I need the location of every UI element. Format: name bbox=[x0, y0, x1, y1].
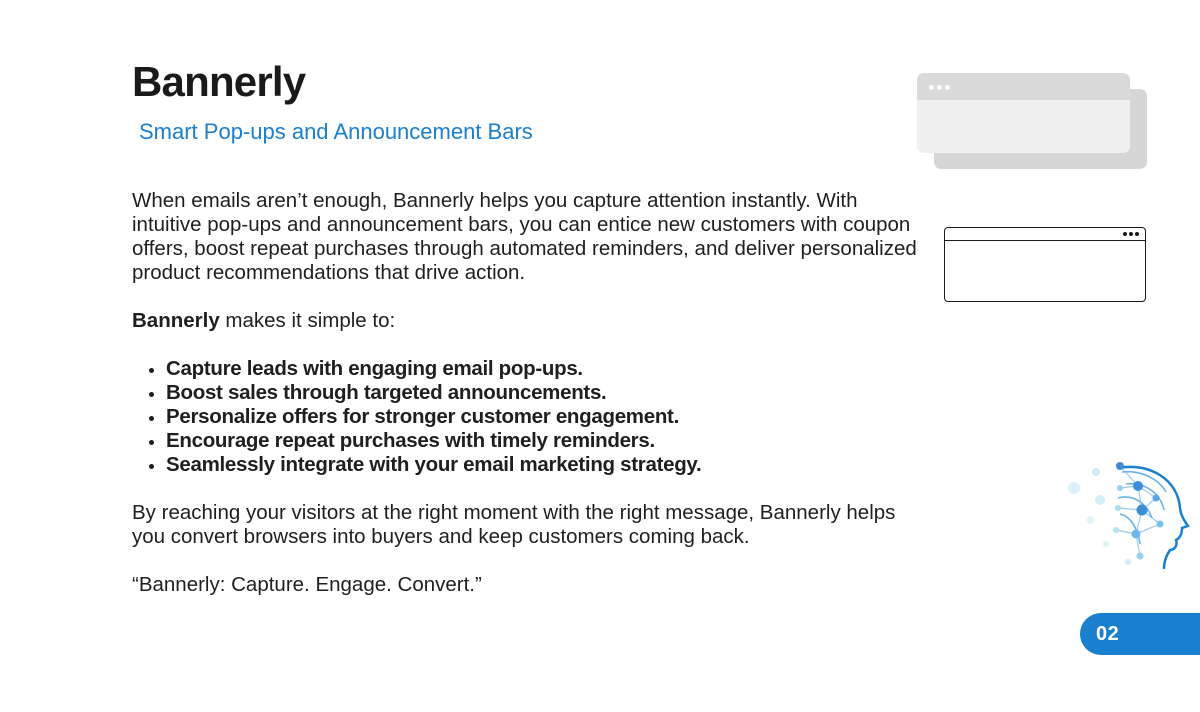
browser-window-icon bbox=[917, 73, 1130, 153]
browser-window-icon bbox=[944, 227, 1146, 302]
window-titlebar bbox=[945, 228, 1145, 241]
intro-paragraph: When emails aren’t enough, Bannerly helps you capture attention instantly. With intuitive pop-ups and announcement bars, you can entice new customers with coupon offers, boost repeat purchases through automated reminders, and deliver personalized product recommendations that drive action. bbox=[132, 189, 917, 284]
list-item: • Encourage repeat purchases with timely reminders. bbox=[166, 429, 922, 453]
list-item: • Personalize offers for stronger customer engagement. bbox=[166, 405, 922, 429]
feature-list bbox=[132, 357, 922, 477]
page-title: Bannerly bbox=[132, 58, 306, 105]
list-item: • Boost sales through targeted announcements. bbox=[166, 381, 922, 405]
lead-paragraph bbox=[132, 309, 922, 333]
list-item: • Seamlessly integrate with your email marketing strategy. bbox=[166, 453, 922, 477]
window-dots-icon bbox=[929, 85, 950, 90]
window-titlebar bbox=[917, 73, 1130, 100]
lead-brand-name: Bannerly bbox=[132, 309, 220, 332]
page-number-badge bbox=[1080, 613, 1200, 655]
page-number: 02 bbox=[1096, 623, 1120, 645]
page-subtitle: Smart Pop-ups and Announcement Bars bbox=[139, 119, 533, 144]
closing-paragraph: By reaching your visitors at the right moment with the right message, Bannerly helps you convert browsers into buyers and keep customers coming back. bbox=[132, 501, 896, 548]
window-dots-icon bbox=[1123, 232, 1139, 236]
lead-text: makes it simple to: bbox=[219, 309, 396, 332]
list-item: • Capture leads with engaging email pop-ups. bbox=[166, 357, 922, 381]
ai-network-head-icon bbox=[1060, 458, 1200, 578]
main-content bbox=[132, 189, 922, 621]
tagline: “Bannerly: Capture. Engage. Convert.” bbox=[132, 573, 482, 596]
